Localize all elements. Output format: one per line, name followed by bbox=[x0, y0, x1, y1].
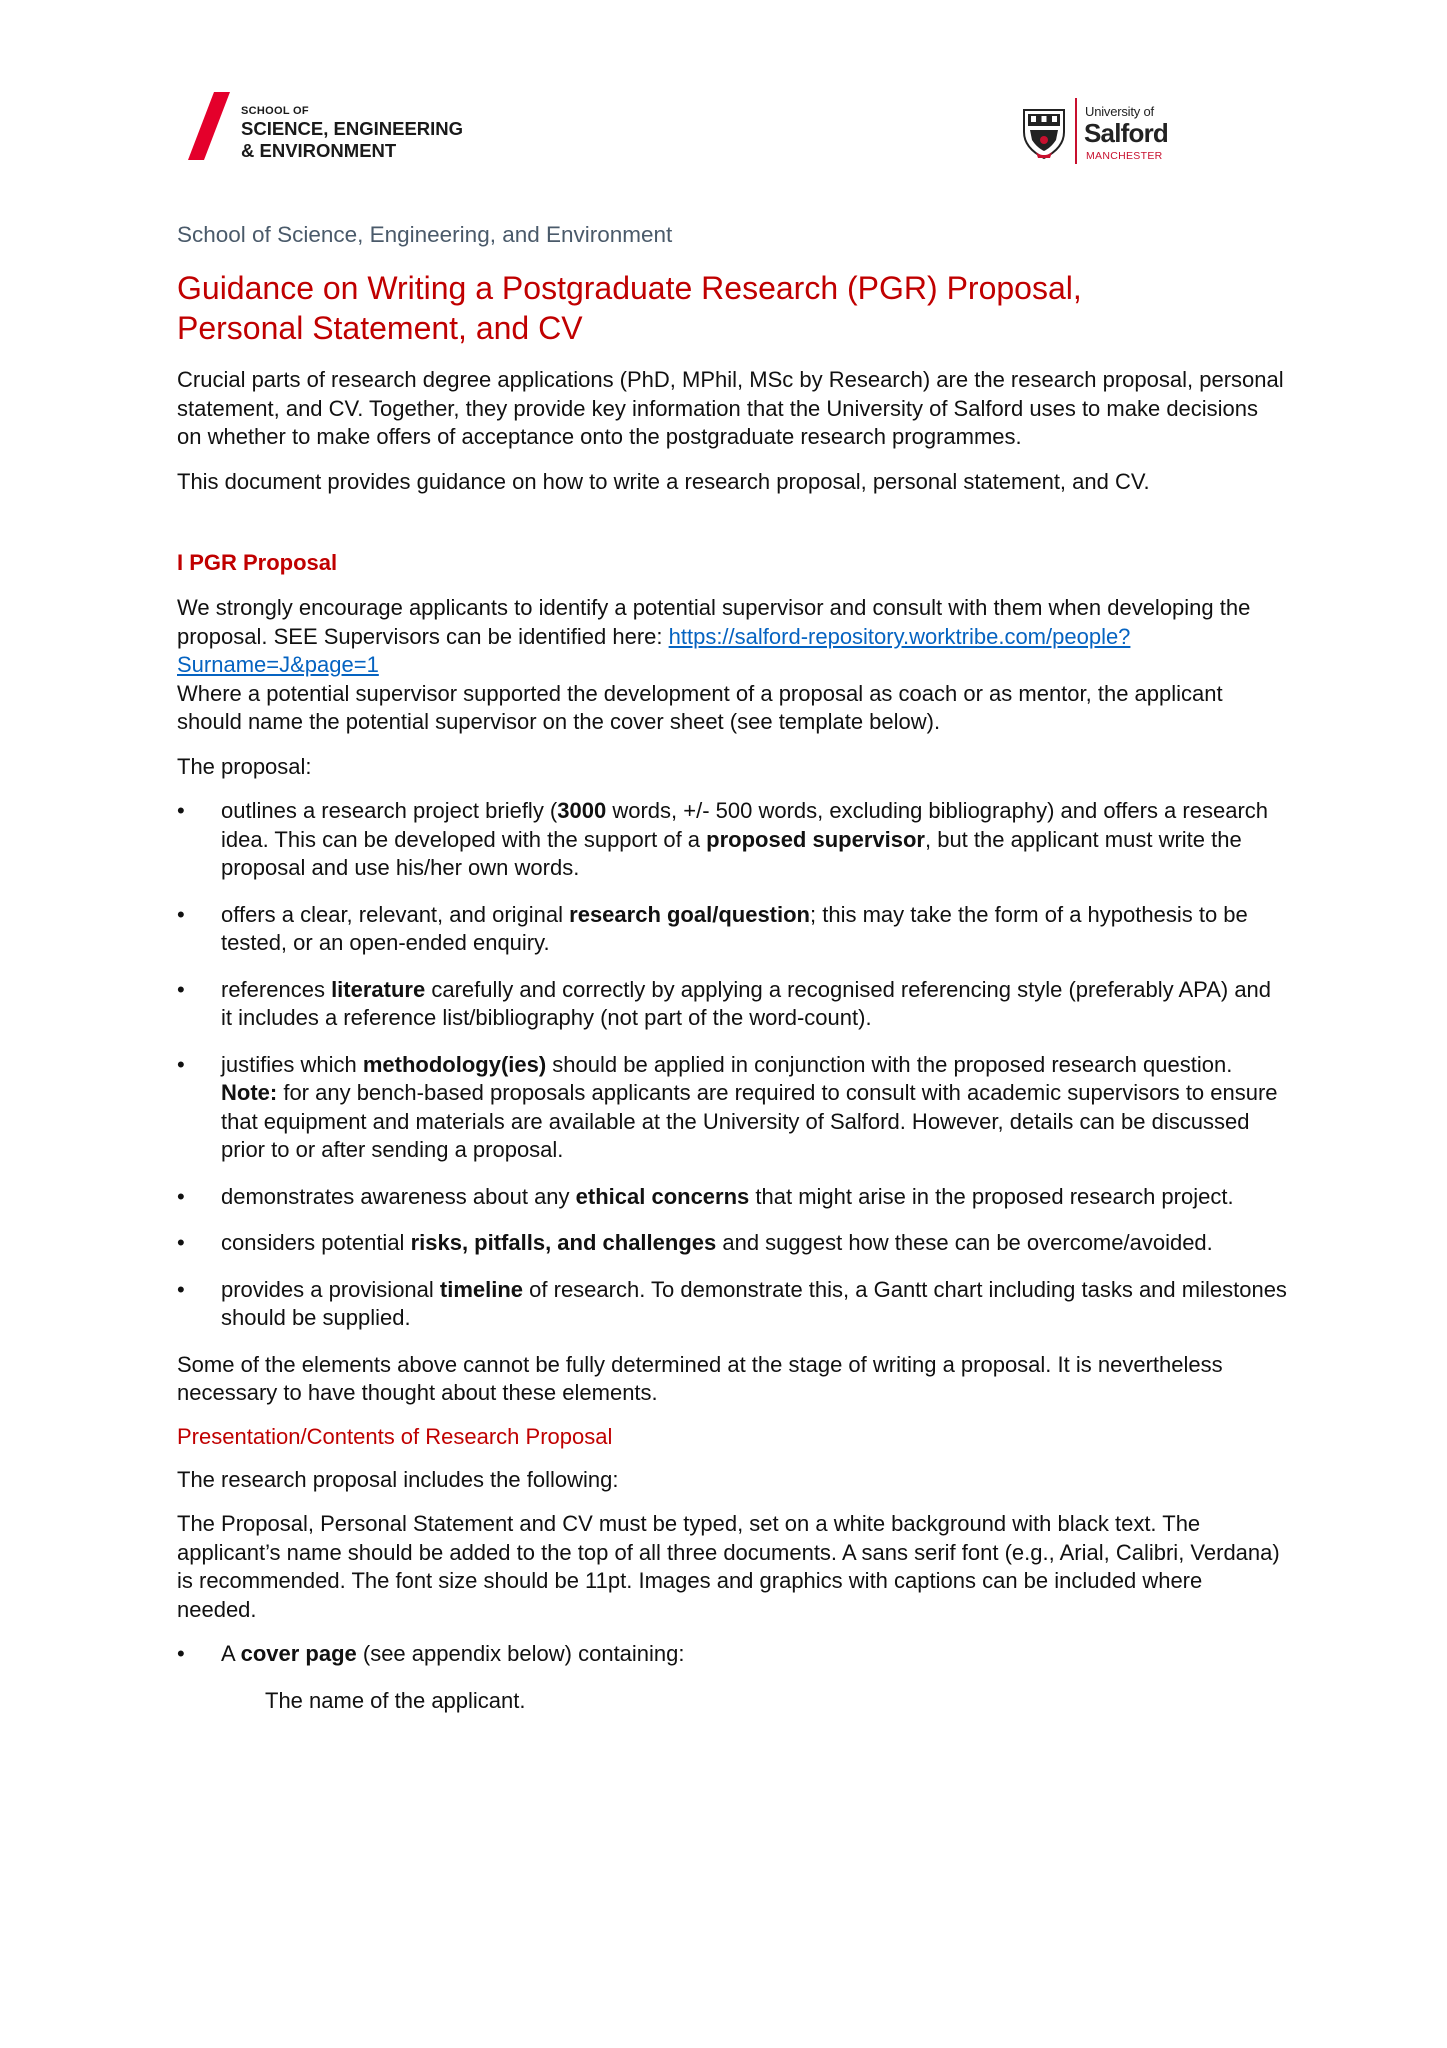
supervisor-cover-sheet-paragraph: Where a potential supervisor supported the development of a proposal as coach or as mentor, the applicant should name the potential supervisor on the cover sheet (see template below). bbox=[177, 680, 1223, 734]
list-item-emphasis: timeline bbox=[439, 1276, 524, 1302]
list-item-text: ; this may take the form of a hypothesis to be tested, or an open-ended enquiry. bbox=[221, 901, 1248, 955]
list-item-emphasis: cover page bbox=[240, 1641, 357, 1666]
logo-divider bbox=[1075, 98, 1077, 164]
proposal-criteria-list bbox=[177, 797, 1287, 1333]
university-logo-line3: MANCHESTER bbox=[1086, 150, 1163, 162]
list-item-text: outlines a research project briefly ( bbox=[221, 798, 558, 823]
list-item-emphasis: research goal/question bbox=[569, 901, 810, 927]
list-item-text: for any bench-based proposals applicants are required to consult with academic supervisors to ensure that equipment and materials are available at the University of Salford. However, details can be discussed prior to or after sending a proposal. bbox=[221, 1080, 1278, 1162]
cover-page-item-applicant-name: The name of the applicant. bbox=[265, 1687, 526, 1713]
slash-logo-icon bbox=[184, 90, 236, 162]
intro-paragraph-2: This document provides guidance on how to write a research proposal, personal statement, and CV. bbox=[177, 468, 1150, 494]
list-item-emphasis: risks, pitfalls, and challenges bbox=[410, 1230, 717, 1255]
list-item bbox=[177, 1183, 1287, 1212]
list-item-text: references bbox=[221, 976, 332, 1002]
document-title bbox=[177, 268, 1287, 348]
list-item bbox=[177, 1276, 1287, 1333]
list-item-text: should be applied in conjunction with the proposed research question. bbox=[546, 1051, 1233, 1077]
list-item-emphasis: Note: bbox=[221, 1080, 278, 1105]
university-logo-line1: University of bbox=[1085, 104, 1154, 119]
list-item bbox=[177, 1229, 1287, 1258]
list-item bbox=[177, 1051, 1287, 1165]
title-line2: Personal Statement, and CV bbox=[177, 310, 583, 346]
list-item-cover-page bbox=[177, 1640, 1287, 1669]
supervisor-paragraph bbox=[177, 594, 1287, 680]
school-logo-line1: SCHOOL OF bbox=[241, 105, 309, 117]
list-item-emphasis: ethical concerns bbox=[575, 1183, 750, 1209]
contents-list bbox=[177, 1640, 1287, 1669]
list-item bbox=[177, 797, 1287, 883]
school-logo-line2: SCIENCE, ENGINEERING bbox=[241, 118, 464, 139]
subheading-presentation: Presentation/Contents of Research Proposal bbox=[177, 1423, 613, 1449]
list-item-text: and suggest how these can be overcome/avoided. bbox=[716, 1230, 1213, 1255]
list-item-text: considers potential bbox=[221, 1230, 411, 1255]
list-item-text: A bbox=[221, 1641, 241, 1666]
list-item bbox=[177, 901, 1287, 958]
list-item-text: (see appendix below) containing: bbox=[356, 1641, 685, 1666]
proposal-closing-paragraph: Some of the elements above cannot be fully determined at the stage of writing a proposal. It is nevertheless necessary to have thought about these elements. bbox=[177, 1351, 1223, 1405]
list-item-text: demonstrates awareness about any bbox=[221, 1183, 576, 1209]
school-logo-line3: & ENVIRONMENT bbox=[241, 139, 397, 161]
list-item-emphasis: 3000 bbox=[557, 798, 607, 823]
document-body bbox=[177, 222, 1287, 1731]
university-logo-line2: Salford bbox=[1084, 118, 1168, 148]
supervisors-link[interactable]: https://salford-repository.worktribe.com/people?Surname=J&page=1 bbox=[177, 623, 1131, 677]
title-line1: Guidance on Writing a Postgraduate Research (PGR) Proposal, bbox=[177, 270, 1082, 306]
proposal-intro: The proposal: bbox=[177, 753, 312, 779]
list-item-emphasis: proposed supervisor bbox=[706, 826, 925, 852]
list-item-text: words, +/- 500 words, excluding bibliography) and offers a research idea. This can be developed with the support of a bbox=[221, 798, 1269, 852]
school-logo bbox=[184, 90, 514, 165]
formatting-paragraph: The Proposal, Personal Statement and CV must be typed, set on a white background with black text. The applicant’s name should be added to the top of all three documents. A sans serif font (e.g., Arial, Calibri, Verdana) is recommended. The font size should be 11pt. Images and graphics with captions can be included where needed. bbox=[177, 1511, 1280, 1622]
list-item-text: , but the applicant must write the proposal and use his/her own words. bbox=[221, 826, 1242, 880]
list-item-text: justifies which bbox=[221, 1051, 363, 1077]
list-item-text: offers a clear, relevant, and original bbox=[221, 901, 570, 927]
list-item bbox=[177, 976, 1287, 1033]
list-item-text: of research. To demonstrate this, a Gantt chart including tasks and milestones should be supplied. bbox=[221, 1276, 1287, 1330]
list-item-emphasis: literature bbox=[331, 976, 426, 1002]
university-crest-icon bbox=[1022, 106, 1066, 160]
list-item-text: that might arise in the proposed research project. bbox=[749, 1183, 1234, 1209]
supervisor-text: We strongly encourage applicants to identify a potential supervisor and consult with them when developing the proposal. SEE Supervisors can be identified here: bbox=[177, 595, 1251, 649]
section-heading-pgr-proposal: I PGR Proposal bbox=[177, 550, 338, 575]
intro-paragraph-1: Crucial parts of research degree applications (PhD, MPhil, MSc by Research) are the research proposal, personal statement, and CV. Together, they provide key information that the University of Salford uses to make decisions on whether to make offers of acceptance onto the postgraduate research programmes. bbox=[177, 367, 1284, 449]
presentation-intro: The research proposal includes the following: bbox=[177, 1466, 619, 1492]
list-item-emphasis: methodology(ies) bbox=[362, 1051, 547, 1077]
university-logo bbox=[1022, 96, 1182, 166]
list-item-text: carefully and correctly by applying a recognised referencing style (preferably APA) and it includes a reference list/bibliography (not part of the word-count). bbox=[221, 976, 1272, 1030]
school-name: School of Science, Engineering, and Environment bbox=[177, 222, 673, 247]
list-item-text: provides a provisional bbox=[221, 1276, 440, 1302]
